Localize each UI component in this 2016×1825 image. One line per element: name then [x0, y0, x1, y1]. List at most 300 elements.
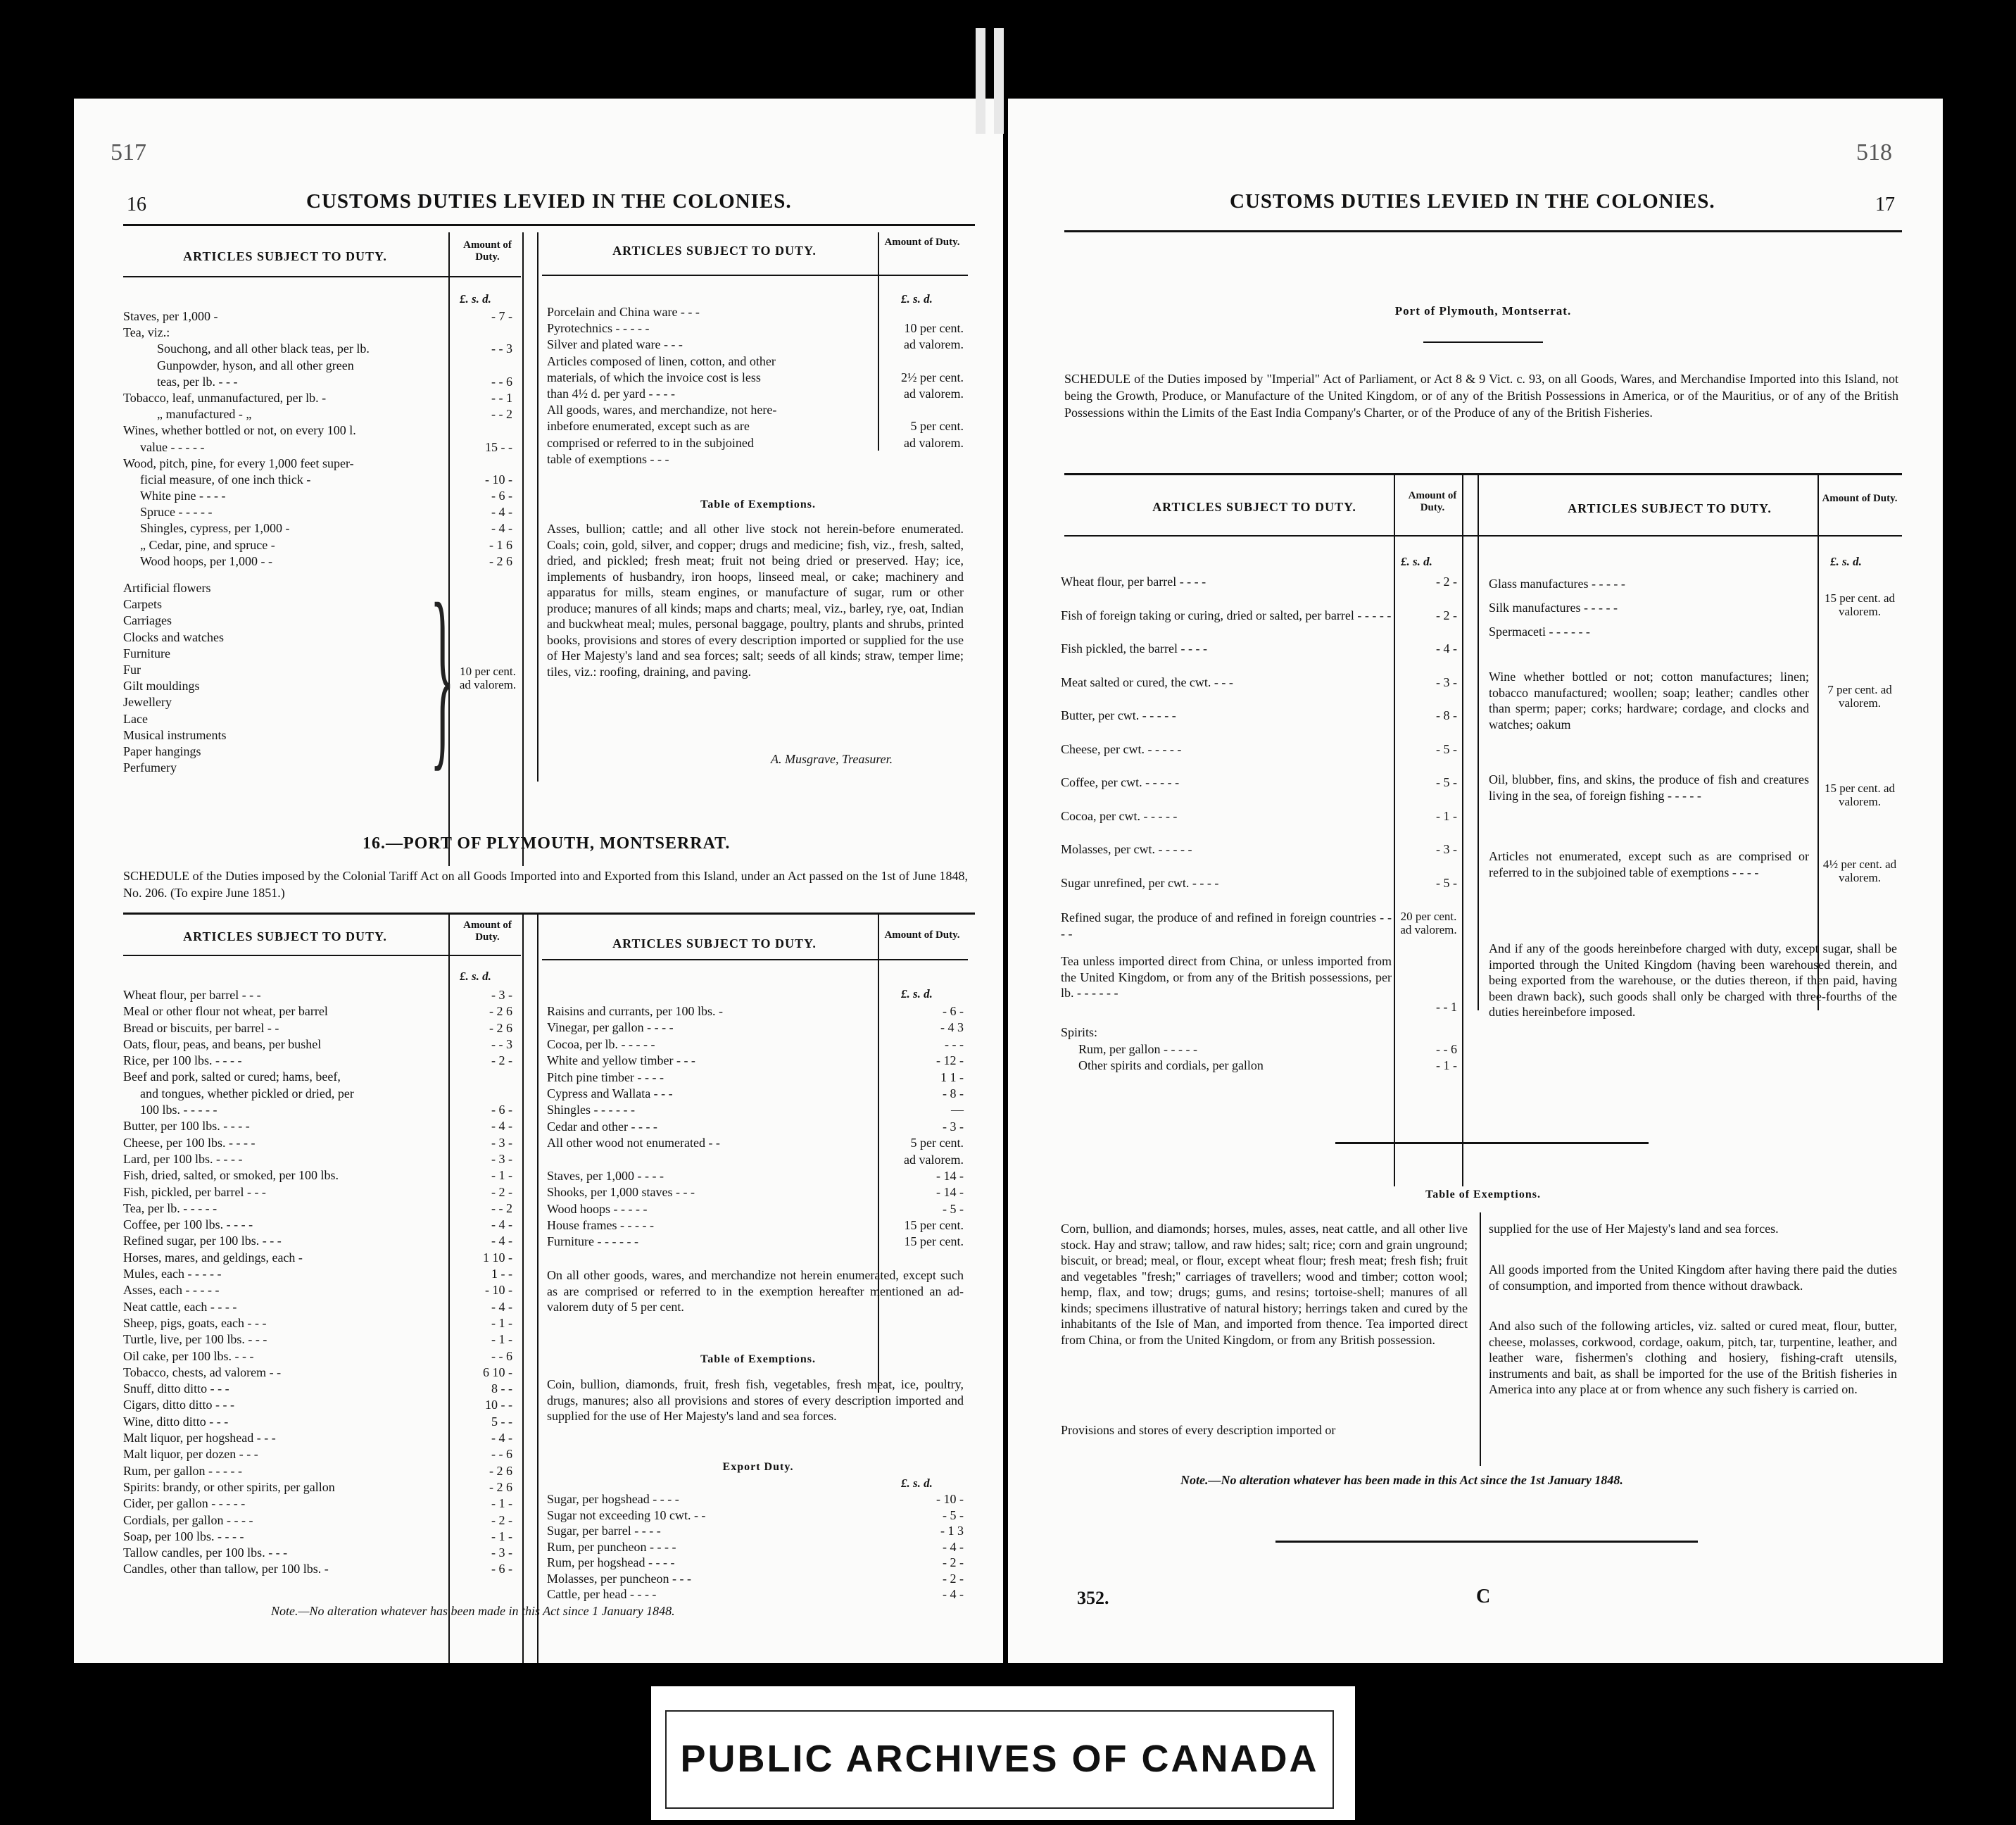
row-label: Sugar unrefined, per cwt. - - - -: [1061, 875, 1219, 890]
row-label: Snuff, ditto ditto - - -: [123, 1381, 229, 1396]
table-row: [547, 1020, 964, 1036]
right-col-text-3: Oil, blubber, fins, and skins, the produce of fish and creatures living in the sea, of foreign fishing - - - - -: [1489, 772, 1809, 803]
row-amount: - 2 -: [491, 1512, 512, 1527]
refined-sugar: Refined sugar, the produce of and refined in foreign countries - - - -: [1061, 910, 1392, 941]
port-title: Port of Plymouth, Montserrat.: [1394, 304, 1572, 318]
row-label: Fish, pickled, per barrel - - -: [123, 1184, 266, 1199]
row-amount: - 3 -: [491, 1135, 512, 1150]
table-row: [123, 1512, 512, 1529]
list-item-label: Clocks and watches: [123, 629, 224, 644]
row-label: Shooks, per 1,000 staves - - -: [547, 1185, 695, 1200]
binding-edge: [976, 28, 985, 134]
row-amount: —: [951, 1103, 964, 1117]
row-amount: - 4 -: [491, 1217, 512, 1232]
lsd-label-3: £. s. d.: [460, 970, 491, 983]
row-amount: - 3 -: [943, 1119, 964, 1134]
row-label: Oil cake, per 100 lbs. - - -: [123, 1348, 254, 1363]
row-amount: - 6 -: [491, 489, 512, 503]
brace-icon: }: [430, 562, 455, 788]
table-row: [123, 1479, 512, 1495]
row-label: Oats, flour, peas, and beans, per bushel: [123, 1036, 322, 1051]
exemptions-right-3: And also such of the following articles, viz. salted or cured meat, flour, butter, cheese, molasses, corkwood, cordage, oakum, pitch, tar, turpentine, leather, and leather ware, fishermen's clothing and hosiery, fishing-craft utensils, instruments and bait, as shall be imported for the use of the British fisheries in America into any place at or from whence any such fishery is carried on.: [1489, 1319, 1897, 1396]
row-label: Staves, per 1,000 - - - -: [547, 1168, 664, 1183]
table-row: [547, 418, 964, 434]
table-row: [123, 374, 512, 390]
table-row: [123, 1282, 512, 1298]
row-label: Molasses, per puncheon - - -: [547, 1571, 691, 1586]
row-label: than 4½ d. per yard - - - -: [547, 386, 675, 401]
stamp-frame: [665, 1710, 1334, 1809]
list-item: [123, 711, 447, 727]
row-label: Gunpowder, hyson, and all other green: [157, 358, 354, 372]
row-amount: - 3 -: [491, 1545, 512, 1560]
row-label: Malt liquor, per hogshead - - -: [123, 1431, 276, 1445]
right-running-head: CUSTOMS DUTIES LEVIED IN THE COLONIES.: [1230, 190, 1715, 213]
table-row: [547, 337, 964, 353]
list-item: [123, 596, 447, 613]
row-amount: - 8 -: [943, 1086, 964, 1100]
row-label: Turtle, live, per 100 lbs. - - -: [123, 1332, 267, 1347]
table-row: [123, 1069, 512, 1085]
row-amount: - 1 -: [491, 1496, 512, 1511]
list-item: [123, 694, 447, 710]
list-item-label: Lace: [123, 711, 148, 726]
list-item-label: Spermaceti - - - - - -: [1489, 625, 1590, 639]
footer-number: 352.: [1077, 1588, 1109, 1608]
row-label: Tobacco, chests, ad valorem - -: [123, 1365, 282, 1379]
list-item-label: Glass manufactures - - - - -: [1489, 577, 1625, 591]
row-amount: 5 - -: [491, 1414, 512, 1429]
list-item-label: Fur: [123, 662, 141, 677]
tea-text: Tea unless imported direct from China, or unless imported from the United Kingdom, or from any of the British possessions, per lb. - - - - - -: [1061, 954, 1392, 1000]
table-row: [1061, 565, 1457, 599]
row-label: Cypress and Wallata - - -: [547, 1086, 673, 1100]
row-amount: ad valorem.: [904, 1152, 964, 1167]
row-label: Silver and plated ware - - -: [547, 337, 683, 352]
row-amount: - 2 6: [489, 1020, 512, 1035]
list-item-label: Furniture: [123, 646, 170, 660]
table-row: [123, 1200, 512, 1217]
right-header-articles-2: ARTICLES SUBJECT TO DUTY.: [1568, 501, 1772, 515]
left-top-right-rows: [547, 304, 964, 468]
row-amount: - 1 -: [491, 1529, 512, 1543]
refined-sugar-rate: 20 per cent. ad valorem.: [1400, 910, 1457, 936]
right-header-amount-2: Amount of Duty.: [1822, 493, 1898, 504]
lsd-label-2: £. s. d.: [901, 292, 933, 306]
table-row: [547, 1523, 964, 1539]
exemptions2-title: Table of Exemptions.: [700, 1353, 816, 1365]
table-row: [123, 1446, 512, 1462]
table-row: [123, 439, 512, 456]
row-amount: - 4 -: [943, 1539, 964, 1554]
row-label: Tea, viz.:: [123, 325, 170, 340]
table-row: [547, 1036, 964, 1053]
table-row: [547, 1539, 964, 1555]
row-label: Cider, per gallon - - - - -: [123, 1496, 246, 1511]
right-col-rate-2: 7 per cent. ad valorem.: [1827, 683, 1892, 710]
bottom-header-amount: Amount of Duty.: [463, 920, 512, 943]
row-label: Staves, per 1,000 -: [123, 309, 218, 323]
table-row: [123, 1118, 512, 1134]
row-amount: - 5 -: [1436, 741, 1457, 756]
row-amount: - 1 -: [491, 1315, 512, 1330]
left-top-header-amount: Amount of Duty.: [463, 239, 512, 263]
table-row: [123, 422, 512, 439]
exemptions-left-2: Provisions and stores of every description imported or: [1061, 1423, 1336, 1437]
signature: A. Musgrave, Treasurer.: [771, 752, 893, 766]
table-row: [123, 1233, 512, 1249]
row-label: Fish pickled, the barrel - - - -: [1061, 641, 1207, 656]
row-label: Cattle, per head - - - -: [547, 1587, 657, 1601]
table-row: [123, 341, 512, 357]
row-amount: 1 - -: [491, 1267, 512, 1281]
exemptions-text: Asses, bullion; cattle; and all other live stock not herein-before enumerated. Coals; coin, gold, silver, and copper; drugs and medicine; fish, viz., fresh, salted, dried, and pickled; fresh meat; fruit not being dried or preserved. Hay; ice, implements of husbandry, iron hoops, linseed meal, or cake; machinery and apparatus for mills, steam engines, or manufacture of sugar, rum or other produce; manures of all kinds; maps and charts; meal, viz., barley, rye, oat, Indian and buckwheat meal; mules, personal baggage, poultry, plants and shrubs, printed books, provisions and stores of every description imported or supplied for the use of Her Majesty's land and sea forces; salt; seeds of all kinds; straw, temper lime; tiles, viz.: roofing, draining, and paving.: [547, 522, 964, 679]
table-row: [547, 1003, 964, 1020]
row-label: Cocoa, per lb. - - - - -: [547, 1036, 655, 1051]
exemptions2-text: Coin, bullion, diamonds, fruit, fresh fish, vegetables, fresh meat, ice, poultry, drugs, manures; also all provisions and stores of every description imported and supplied for the use of Her Majesty's land and sea forces.: [547, 1377, 964, 1423]
table-row: [547, 1217, 964, 1234]
row-label: Wines, whether bottled or not, on every 100 l.: [123, 423, 356, 438]
table-row: [547, 386, 964, 402]
table-row: [547, 435, 964, 451]
table-row: [547, 1119, 964, 1135]
ad-valorem-rate: 10 per cent. ad valorem.: [459, 665, 517, 691]
list-item-label: Jewellery: [123, 695, 172, 710]
row-amount: - - 3: [491, 1036, 512, 1051]
table-row: [547, 320, 964, 337]
table-row: [123, 488, 512, 504]
table-row: [1061, 833, 1457, 867]
list-item: [123, 727, 447, 744]
right-header-articles: ARTICLES SUBJECT TO DUTY.: [1152, 500, 1356, 514]
table-row: [547, 1491, 964, 1507]
row-label: Sheep, pigs, goats, each - - -: [123, 1315, 267, 1330]
row-label: Beef and pork, salted or cured; hams, beef,: [123, 1070, 341, 1084]
row-amount: 15 - -: [485, 439, 512, 454]
row-amount: - 3 -: [491, 1151, 512, 1166]
list-item: [123, 662, 447, 678]
row-label: Candles, other than tallow, per 100 lbs. -: [123, 1562, 329, 1576]
binding-edge-2: [994, 28, 1004, 134]
row-label: Coffee, per 100 lbs. - - - -: [123, 1217, 253, 1232]
other-spirits-label: Other spirits and cordials, per gallon: [1078, 1058, 1264, 1072]
bottom-left-rows: [123, 987, 512, 1578]
row-amount: - 6 -: [491, 1562, 512, 1576]
table-row: [123, 390, 512, 406]
row-amount: 15 per cent.: [904, 1218, 964, 1233]
left-page-number: 16: [127, 194, 146, 215]
row-label: and tongues, whether pickled or dried, per: [140, 1086, 354, 1100]
row-label: Wheat flour, per barrel - - - -: [1061, 575, 1207, 589]
row-label: Mules, each - - - - -: [123, 1267, 222, 1281]
right-col-rate-4: 4½ per cent. ad valorem.: [1822, 858, 1897, 884]
row-amount: 1 1 -: [940, 1070, 964, 1084]
row-label: White pine - - - -: [140, 489, 226, 503]
right-col-text-2: Wine whether bottled or not; cotton manufactures; linen; tobacco manufactured; woollen; soap; leather; candles other than sperm; paper; corks; hardware; cordage, and clocks and watches; oakum: [1489, 670, 1809, 732]
table-row: [123, 1036, 512, 1053]
table-row: [547, 1168, 964, 1184]
row-amount: - - 6: [491, 374, 512, 389]
table-row: [123, 325, 512, 341]
row-amount: - 2 6: [489, 1004, 512, 1019]
list-item-label: Artificial flowers: [123, 581, 211, 595]
row-amount: 5 per cent.: [910, 1136, 964, 1150]
row-label: Vinegar, per gallon - - - -: [547, 1020, 674, 1035]
row-amount: - 5 -: [1436, 775, 1457, 789]
table-row: [1061, 733, 1457, 767]
right-left-rows: [1061, 565, 1457, 900]
lsd-label-6: £. s. d.: [1401, 555, 1432, 568]
footer-signature: C: [1476, 1586, 1491, 1607]
table-row: [547, 1571, 964, 1587]
lsd-label-7: £. s. d.: [1830, 555, 1862, 568]
table-row: [547, 1586, 964, 1603]
table-row: [123, 1414, 512, 1430]
row-amount: - - -: [945, 1036, 964, 1051]
table-row: [123, 987, 512, 1003]
row-label: Rum, per gallon - - - - -: [123, 1463, 242, 1478]
table-row: [547, 1086, 964, 1102]
left-page: [74, 99, 1003, 1663]
row-label: Cigars, ditto ditto - - -: [123, 1398, 234, 1412]
row-label: table of exemptions - - -: [547, 451, 669, 466]
right-col-rate-1: 15 per cent. ad valorem.: [1824, 591, 1896, 618]
row-label: Fish of foreign taking or curing, dried or salted, per barrel - - - - -: [1061, 608, 1392, 622]
left-note: Note.—No alteration whatever has been made in this Act since 1 January 1848.: [271, 1604, 675, 1618]
right-col-items-1: [1489, 572, 1809, 644]
bottom-header-amount-2: Amount of Duty.: [884, 929, 960, 941]
row-amount: - 6 -: [943, 1004, 964, 1018]
table-row: [547, 1507, 964, 1524]
table-row: [123, 1003, 512, 1020]
left-top-header-amount-2: Amount of Duty.: [884, 237, 960, 248]
row-label: Cedar and other - - - -: [547, 1119, 657, 1134]
table-row: [1061, 867, 1457, 901]
table-row: [123, 1151, 512, 1167]
row-label: House frames - - - - -: [547, 1218, 654, 1233]
row-amount: ad valorem.: [904, 386, 964, 401]
row-label: Spruce - - - - -: [140, 505, 213, 520]
export-title: Export Duty.: [722, 1461, 794, 1473]
row-label: Fish, dried, salted, or smoked, per 100 lbs.: [123, 1168, 339, 1183]
row-amount: - 1 3: [940, 1524, 964, 1538]
table-row: [547, 451, 964, 468]
row-amount: - 4 -: [491, 1431, 512, 1445]
row-label: Rum, per hogshead - - - -: [547, 1555, 675, 1569]
row-amount: - 5 -: [943, 1201, 964, 1216]
table-row: [123, 504, 512, 520]
row-amount: - 10 -: [485, 1283, 512, 1298]
row-amount: 2½ per cent.: [901, 370, 964, 384]
table-row: [547, 1053, 964, 1069]
table-row: [547, 304, 964, 320]
table-row: [123, 1217, 512, 1233]
list-item-label: Perfumery: [123, 760, 177, 775]
list-item-label: Carpets: [123, 597, 162, 612]
export-rows: [547, 1491, 964, 1603]
row-amount: - 2 -: [491, 1053, 512, 1068]
row-label: Articles composed of linen, cotton, and other: [547, 353, 776, 368]
table-row: [547, 1555, 964, 1571]
table-row: [547, 1135, 964, 1151]
list-item: [1489, 620, 1809, 644]
list-item: [1489, 596, 1809, 620]
right-col-text-5: And if any of the goods hereinbefore charged with duty, except sugar, shall be imported through the United Kingdom (having been warehoused therein, and being exported from the warehouse, or the duties thereon, if then paid, having been drawn back), such goods shall only be charged with three-fourths of the duties hereinbefore imposed.: [1489, 941, 1897, 1019]
row-label: teas, per lb. - - -: [157, 374, 238, 389]
row-amount: - 6 -: [491, 1103, 512, 1117]
list-item: [1489, 572, 1809, 596]
section2-title: 16.—PORT OF PLYMOUTH, MONTSERRAT.: [363, 834, 731, 853]
right-header-amount: Amount of Duty.: [1408, 490, 1457, 513]
table-row: [123, 1561, 512, 1577]
left-top-header-articles: ARTICLES SUBJECT TO DUTY.: [183, 249, 387, 263]
other-spirits-amount: - 1 -: [1436, 1058, 1457, 1072]
row-amount: - 2 -: [1436, 575, 1457, 589]
table-row: [1061, 666, 1457, 700]
right-page: [1008, 99, 1943, 1663]
left-top-left-rows: [123, 308, 512, 570]
row-label: Wood hoops, per 1,000 - -: [140, 553, 273, 568]
row-label: Shingles, cypress, per 1,000 -: [140, 521, 290, 536]
row-label: Rice, per 100 lbs. - - - -: [123, 1053, 242, 1068]
exemptions-right-2: All goods imported from the United Kingdom after having there paid the duties of consumption, and imported from thence without drawback.: [1489, 1262, 1897, 1293]
right-page-number: 17: [1875, 194, 1895, 215]
row-label: Meat salted or cured, the cwt. - - -: [1061, 675, 1233, 689]
list-item-label: Gilt mouldings: [123, 679, 200, 694]
table-row: [123, 1315, 512, 1331]
row-label: Bread or biscuits, per barrel - -: [123, 1020, 279, 1035]
row-label: Raisins and currants, per 100 lbs. -: [547, 1004, 723, 1018]
table-row: [1061, 766, 1457, 800]
row-label: Porcelain and China ware - - -: [547, 305, 700, 319]
row-label: Tobacco, leaf, unmanufactured, per lb. -: [123, 390, 327, 405]
row-amount: - - 2: [491, 1200, 512, 1215]
row-label: Cheese, per cwt. - - - - -: [1061, 741, 1182, 756]
row-label: Neat cattle, each - - - -: [123, 1299, 237, 1314]
table-row: [123, 520, 512, 537]
left-folio: 517: [111, 139, 146, 165]
row-label: Wood, pitch, pine, for every 1,000 feet super-: [123, 456, 354, 470]
list-item: [123, 678, 447, 694]
row-amount: ad valorem.: [904, 435, 964, 450]
right-schedule: SCHEDULE of the Duties imposed by "Imperial" Act of Parliament, or Act 8 & 9 Vict. c. 93, on all Goods, Wares, and Merchandise Imported into this Island, not being the Growth, Produce, or Manufacture of the United Kingdom, or of any of the British Possessions in America, or of the Mauritius, or of any of the British Possessions within the Limits of the East India Company's Charter, or of the Produce of any of the British Fisheries.: [1064, 372, 1898, 420]
row-amount: - - 2: [491, 407, 512, 422]
right-exemptions-title: Table of Exemptions.: [1425, 1189, 1541, 1200]
table-row: [123, 358, 512, 374]
row-amount: - 2 6: [489, 1479, 512, 1494]
table-row: [123, 1086, 512, 1102]
row-label: value - - - - -: [140, 439, 205, 454]
row-label: Refined sugar, per 100 lbs. - - -: [123, 1234, 282, 1248]
table-row: [1061, 699, 1457, 733]
row-label: Cheese, per 100 lbs. - - - -: [123, 1135, 256, 1150]
table-row: [123, 406, 512, 422]
row-amount: - 4 -: [1436, 641, 1457, 656]
table-row: [547, 1152, 964, 1168]
row-amount: - 1 6: [489, 537, 512, 552]
list-item-label: Paper hangings: [123, 744, 201, 758]
row-amount: - 3 -: [491, 988, 512, 1002]
row-label: Sugar not exceeding 10 cwt. - -: [547, 1507, 706, 1522]
table-row: [123, 1529, 512, 1545]
bottom-right-rows: [547, 1003, 964, 1250]
row-amount: 10 - -: [485, 1398, 512, 1412]
table-row: [123, 1167, 512, 1184]
row-label: All other wood not enumerated - -: [547, 1136, 720, 1150]
row-label: Lard, per 100 lbs. - - - -: [123, 1151, 243, 1166]
list-item-label: Carriages: [123, 613, 172, 628]
row-label: Molasses, per cwt. - - - - -: [1061, 842, 1192, 856]
table-row: [1061, 800, 1457, 834]
table-row: [123, 1348, 512, 1365]
table-row: [1061, 599, 1457, 633]
row-label: Coffee, per cwt. - - - - -: [1061, 775, 1180, 789]
table-row: [547, 1234, 964, 1250]
table-row: [123, 1135, 512, 1151]
section2-schedule: SCHEDULE of the Duties imposed by the Colonial Tariff Act on all Goods Imported into and Exported from this Island, under an Act passed on the 1st of June 1848, No. 206. (To expire June 1851.): [123, 869, 968, 900]
table-row: [547, 353, 964, 370]
row-amount: - 3 -: [1436, 675, 1457, 689]
row-amount: - 4 -: [491, 1234, 512, 1248]
row-label: Wood hoops - - - - -: [547, 1201, 648, 1216]
table-row: [123, 537, 512, 553]
row-label: Tallow candles, per 100 lbs. - - -: [123, 1545, 288, 1560]
row-label: Rum, per puncheon - - - -: [547, 1539, 676, 1554]
spirits-label: Spirits:: [1061, 1025, 1098, 1039]
row-label: Asses, each - - - - -: [123, 1283, 220, 1298]
table-row: [123, 1053, 512, 1069]
row-amount: - 1 -: [1436, 808, 1457, 823]
table-row: [123, 1250, 512, 1266]
list-item: [123, 580, 447, 596]
table-row: [123, 1545, 512, 1561]
row-label: Meal or other flour not wheat, per barrel: [123, 1004, 328, 1019]
row-amount: - 5 -: [943, 1507, 964, 1522]
table-row: [123, 1266, 512, 1282]
row-label: Spirits: brandy, or other spirits, per gallon: [123, 1479, 335, 1494]
table-row: [1061, 632, 1457, 666]
list-item: [123, 760, 447, 776]
row-amount: 6 10 -: [483, 1365, 512, 1379]
rum-label: Rum, per gallon - - - - -: [1078, 1042, 1197, 1056]
table-row: [123, 1020, 512, 1036]
rum-amount: - - 6: [1436, 1042, 1457, 1056]
lsd-label: £. s. d.: [460, 292, 491, 306]
right-note: Note.—No alteration whatever has been made in this Act since the 1st January 1848.: [1180, 1473, 1623, 1487]
row-amount: ad valorem.: [904, 337, 964, 352]
row-amount: - 2 -: [943, 1571, 964, 1586]
table-row: [547, 402, 964, 418]
row-label: Wheat flour, per barrel - - -: [123, 988, 261, 1002]
row-amount: - 4 -: [491, 1119, 512, 1134]
row-amount: 8 - -: [491, 1381, 512, 1396]
row-amount: - 4 -: [491, 505, 512, 520]
table-row: [123, 1365, 512, 1381]
row-label: White and yellow timber - - -: [547, 1053, 695, 1068]
table-row: [123, 1397, 512, 1413]
table-row: [123, 1331, 512, 1348]
row-amount: - 14 -: [936, 1168, 964, 1183]
row-label: Tea, per lb. - - - - -: [123, 1200, 218, 1215]
row-amount: - 10 -: [485, 472, 512, 487]
row-label: Butter, per cwt. - - - - -: [1061, 708, 1176, 722]
row-label: Horses, mares, and geldings, each -: [123, 1250, 303, 1265]
row-label: „ manufactured - „: [157, 407, 252, 422]
row-amount: - 4 -: [491, 521, 512, 536]
row-amount: - 5 -: [1436, 875, 1457, 890]
right-folio: 518: [1856, 139, 1892, 165]
row-label: 100 lbs. - - - - -: [140, 1103, 218, 1117]
